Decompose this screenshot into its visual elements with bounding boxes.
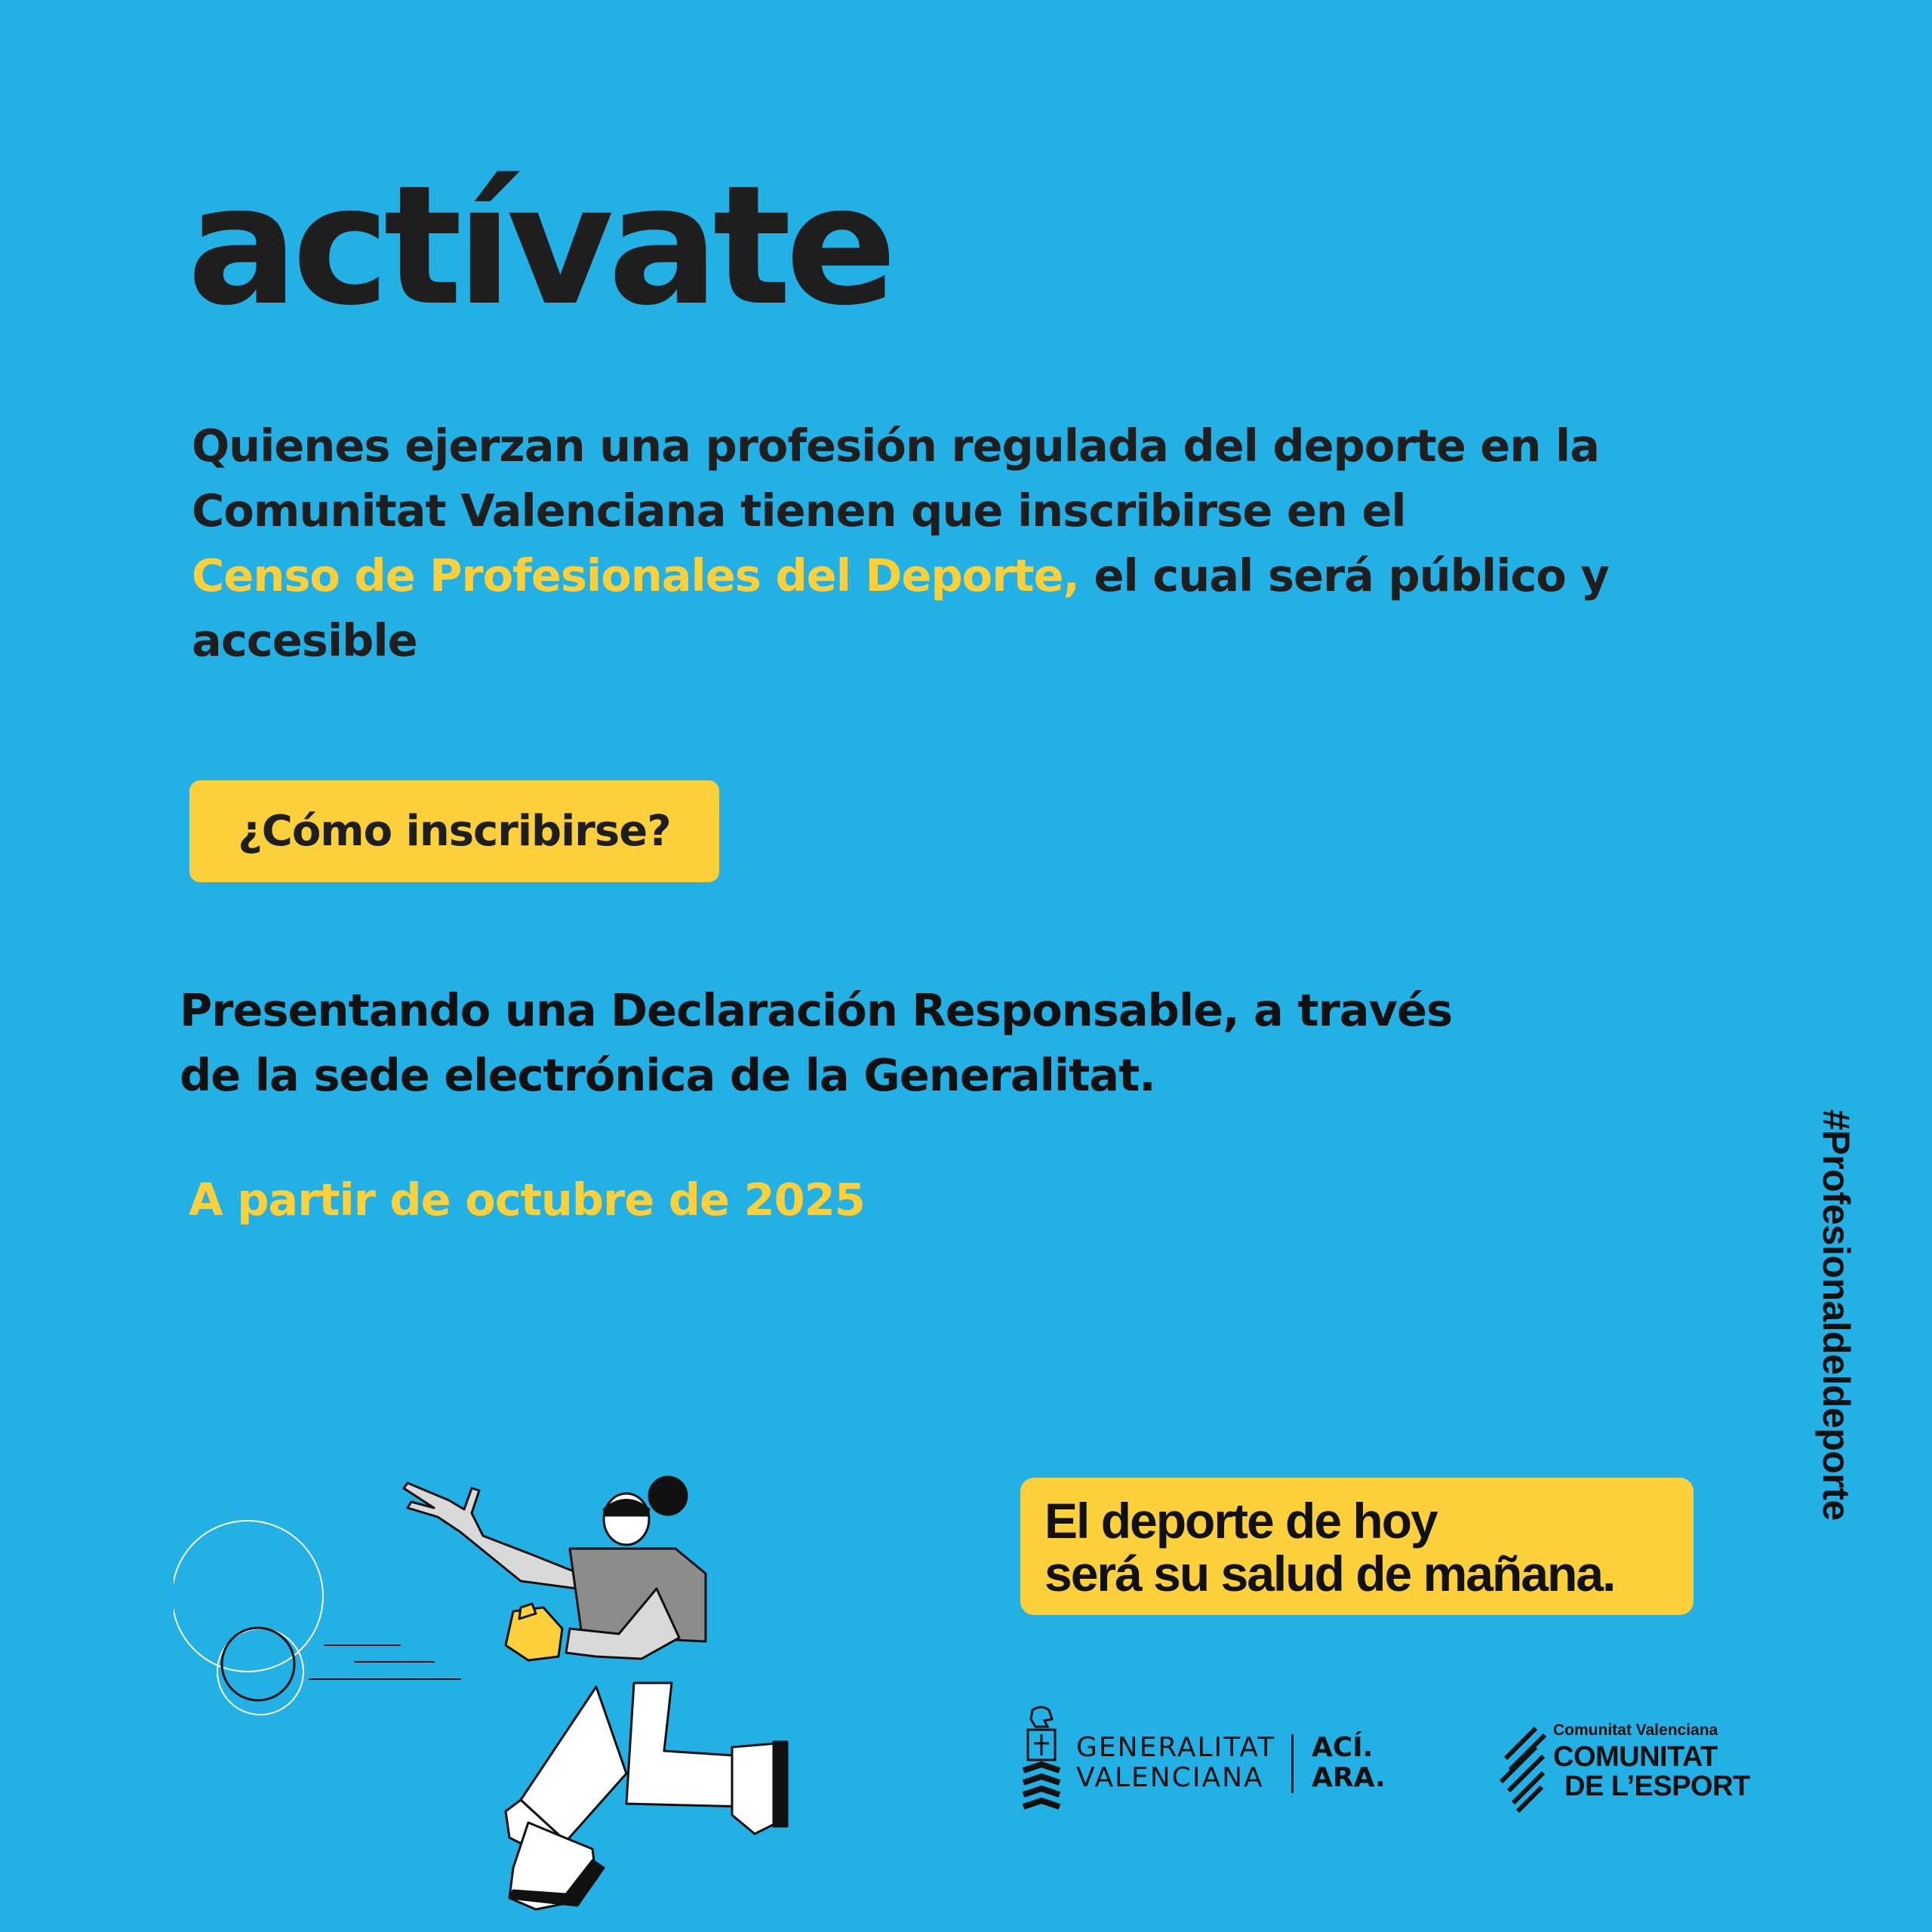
start-date: A partir de octubre de 2025 bbox=[189, 1174, 865, 1226]
comunitat-line-1: COMUNITAT bbox=[1553, 1741, 1718, 1773]
generalitat-line-1: GENERALITAT bbox=[1076, 1732, 1276, 1763]
intro-paragraph bbox=[192, 414, 1626, 673]
hashtag: #Profesionaldeldeporte bbox=[1815, 1109, 1857, 1521]
intro-line-2: Comunitat Valenciana tienen que inscribirse en el bbox=[192, 485, 1406, 537]
generalitat-emblem-icon bbox=[1019, 1704, 1064, 1817]
how-to-register-button[interactable]: ¿Cómo inscribirse? bbox=[189, 780, 719, 882]
generalitat-line-2: VALENCIANA bbox=[1076, 1762, 1264, 1793]
comunitat-line-2: DE L’ESPORT bbox=[1564, 1770, 1750, 1802]
aci-ara-wordmark bbox=[1312, 1733, 1386, 1793]
runner-illustration bbox=[174, 1457, 868, 1932]
generalitat-wordmark bbox=[1076, 1733, 1275, 1793]
page-title: actívate bbox=[187, 151, 891, 342]
slogan-box bbox=[1020, 1478, 1694, 1615]
comunitat-esport-logo bbox=[1498, 1717, 1770, 1815]
answer-line-1: Presentando una Declaración Responsable, a través bbox=[180, 984, 1453, 1036]
ball-motion-icon bbox=[174, 1521, 460, 1715]
ara-line: ARA. bbox=[1312, 1762, 1386, 1793]
intro-line-4: accesible bbox=[192, 614, 417, 666]
intro-line-3: el cual será público y bbox=[1078, 549, 1609, 601]
comunitat-small-label: Comunitat Valenciana bbox=[1553, 1721, 1718, 1739]
census-highlight: Censo de Profesionales del Deporte, bbox=[192, 549, 1079, 601]
comunitat-esport-mark-icon bbox=[1498, 1724, 1551, 1815]
answer-line-2: de la sede electrónica de la Generalitat. bbox=[180, 1049, 1155, 1101]
runner-figure bbox=[404, 1477, 787, 1909]
answer-paragraph bbox=[180, 978, 1463, 1108]
slogan-line-1: El deporte de hoy bbox=[1044, 1493, 1437, 1549]
intro-line-1: Quienes ejerzan una profesión regulada del deporte en la bbox=[192, 420, 1599, 472]
aci-line: ACÍ. bbox=[1312, 1732, 1374, 1763]
slogan-line-2: será su salud de mañana. bbox=[1044, 1546, 1615, 1601]
logo-divider bbox=[1291, 1734, 1294, 1793]
generalitat-logo bbox=[1019, 1704, 1396, 1817]
